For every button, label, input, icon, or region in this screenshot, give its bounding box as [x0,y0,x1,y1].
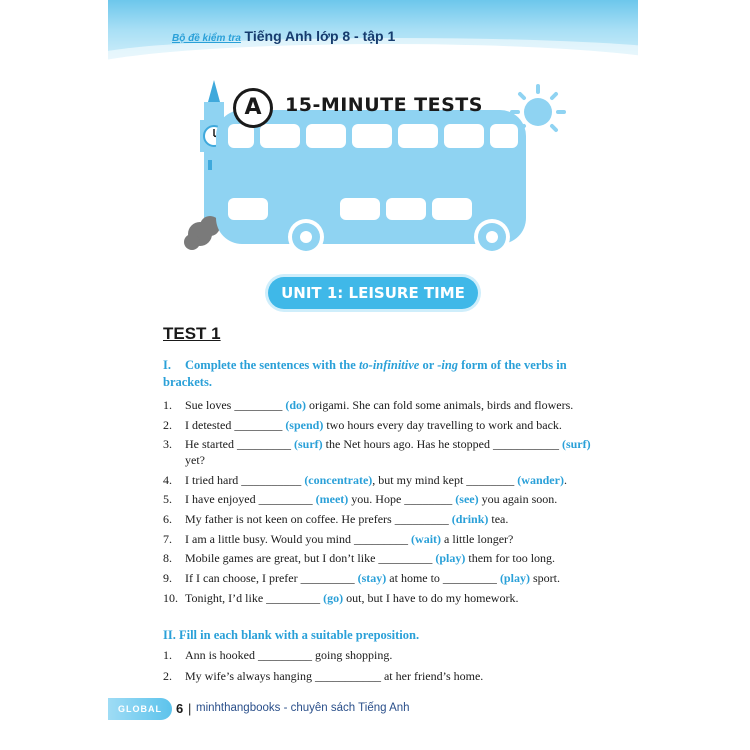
item-text: the Net hours ago. Has he stopped ___________ [322,437,562,452]
item-number: 10. [163,590,178,605]
instruction-text: or [419,358,438,372]
item-text: two hours every day travelling to work and back. [323,417,562,432]
item-number: 6. [163,511,172,526]
item-text: them for too long. [465,551,556,566]
exercise-item [163,473,603,489]
item-number: 9. [163,571,172,585]
exercise-item [163,669,603,685]
verb-prompt: (drink) [451,511,489,526]
page-number: 6 [176,701,184,716]
section-title: 15-MINUTE TESTS [285,94,483,116]
item-text: Sue loves ________ [185,398,286,412]
item-text: out, but I have to do my homework. [343,590,519,605]
item-text: I have enjoyed _________ [185,492,316,507]
instruction-text: Complete the sentences with the [185,358,359,372]
verb-prompt: (spend) [285,417,324,432]
item-text: I tried hard __________ [185,472,305,487]
item-text: My wife’s always hanging ___________ at her friend’s home. [185,669,484,683]
item-text: Mobile games are great, but I don’t like _________ [185,551,436,566]
verb-prompt: (surf) [561,437,591,452]
exercise-item [163,648,603,664]
verb-prompt: (play) [499,571,530,585]
verb-prompt: (stay) [357,571,387,585]
item-number: 8. [163,551,172,566]
footer-separator: | [188,701,192,716]
item-number: 1. [163,398,172,412]
item-number: 4. [163,472,172,487]
series-title [172,28,395,44]
exercise-item [163,437,603,468]
item-number: 7. [163,531,172,546]
verb-prompt: (surf) [293,437,323,452]
item-text: , but my mind kept ________ [372,472,518,487]
exercise-item [163,398,603,414]
item-text: you again soon. [478,492,558,507]
verb-prompt: (play) [435,551,466,566]
brand-logo: GLOBAL [108,698,172,720]
item-text: sport. [529,571,560,585]
verb-prompt: (concentrate) [304,472,373,487]
footer [108,698,638,720]
item-number: 1. [163,648,172,662]
item-number: 2. [163,669,172,683]
instruction-emphasis: -ing [437,358,459,372]
item-text: at home to _________ [386,571,500,585]
exercise-item [163,591,603,607]
exercise-number: I. [163,358,171,372]
item-text: tea. [488,511,509,526]
bus-icon [216,110,526,255]
exercise-item [163,571,603,587]
verb-prompt: (see) [455,492,479,507]
exercise-item [163,532,603,548]
exercise-item [163,492,603,508]
exercise-item [163,418,603,434]
item-text: Tonight, I’d like _________ [185,590,324,605]
verb-prompt: (meet) [315,492,349,507]
item-text: . [563,472,567,487]
verb-prompt: (wander) [517,472,564,487]
item-number: 2. [163,417,172,432]
page [108,0,638,750]
verb-prompt: (do) [285,398,307,412]
item-text: If I can choose, I prefer _________ [185,571,358,585]
exercise-item [163,551,603,567]
item-text: I detested ________ [185,417,286,432]
header-banner [108,0,638,66]
verb-prompt: (go) [323,590,344,605]
unit-title: UNIT 1: LEISURE TIME [268,277,478,309]
series-book-title: Tiếng Anh lớp 8 - tập 1 [244,28,396,44]
item-text: My father is not keen on coffee. He prefers _________ [185,511,452,526]
item-text: Ann is hooked _________ going shopping. [185,648,393,662]
item-text: a little longer? [441,531,514,546]
exercise-2-heading: II. Fill in each blank with a suitable preposition. [163,628,420,642]
exercise-1-list [163,398,603,610]
exercise-1-heading [163,357,593,391]
exercise-2-list [163,648,603,690]
instruction-emphasis: to-infinitive [358,358,420,372]
item-text: I am a little busy. Would you mind _________ [185,531,412,546]
section-badge: A [233,88,273,128]
smoke-icon [184,216,220,250]
instruction-text: form of the verbs in brackets. [163,358,567,389]
verb-prompt: (wait) [411,531,442,546]
item-text: yet? [185,452,205,467]
exercise-item [163,512,603,528]
item-text: origami. She can fold some animals, birds and flowers. [306,398,574,412]
item-text: He started _________ [185,437,294,452]
item-number: 5. [163,492,172,507]
test-title: TEST 1 [163,324,221,343]
series-subtitle: Bộ đề kiểm tra [172,33,241,44]
footer-publisher: minhthangbooks - chuyên sách Tiếng Anh [196,702,410,714]
item-number: 3. [163,437,172,452]
item-text: you. Hope ________ [348,492,456,507]
